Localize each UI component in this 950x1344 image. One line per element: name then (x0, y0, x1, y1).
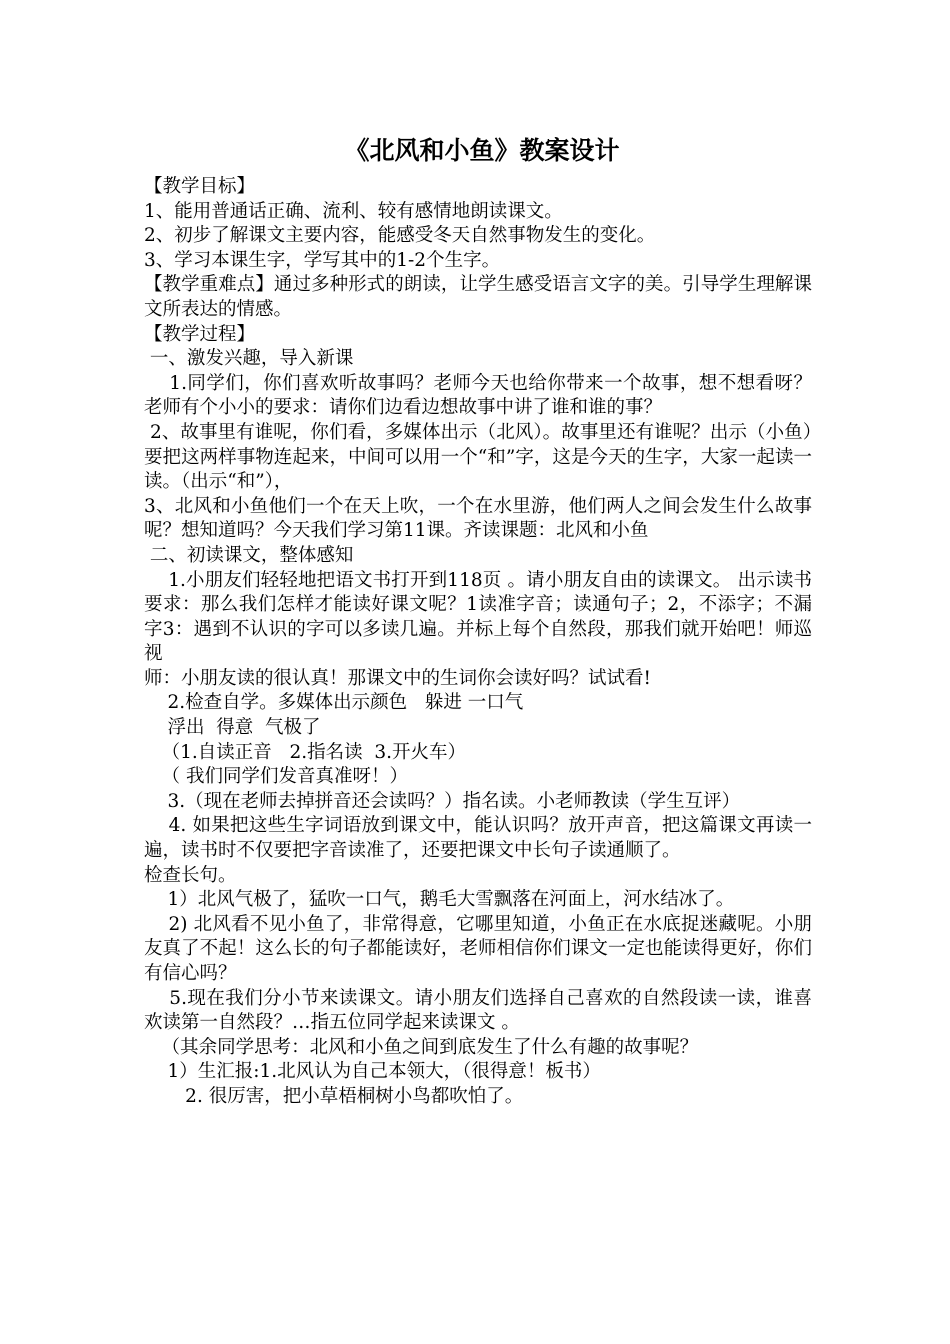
section-heading-process: 【教学过程】 (144, 323, 256, 345)
body-paragraph: （1.自读正音 2.指名读 3.开火车） (144, 741, 467, 763)
body-paragraph: 5.现在我们分小节来读课文。请小朋友们选择自己喜欢的自然段读一读，谁喜欢读第一自然段？…指五位同学起来读课文 。 (144, 987, 812, 1034)
step-heading: 二、初读课文，整体感知 (144, 544, 354, 566)
section-heading-objectives: 【教学目标】 (144, 176, 256, 197)
body-paragraph: 浮出 得意 气极了 (144, 717, 321, 739)
document-page (144, 133, 812, 1110)
body-paragraph: 2) 北风看不见小鱼了，非常得意，它哪里知道，小鱼正在水底捉迷藏呢。小朋友真了不起！这么长的句子都能读好，老师相信你们课文一定也能读得更好，你们有信心吗？ (144, 913, 812, 984)
body-paragraph: 3.（现在老师去掉拼音还会读吗？）指名读。小老师教读（学生互评） (144, 790, 741, 812)
document-title: 《北风和小鱼》教案设计 (344, 136, 620, 165)
body-paragraph: 师：小朋友读的很认真！那课文中的生词你会读好吗？试试看! (144, 667, 651, 689)
body-paragraph: （ 我们同学们发音真准呀！） (144, 766, 409, 788)
body-paragraph: 1）生汇报:1.北风认为自己本领大，（很得意！板书） (144, 1061, 601, 1083)
body-paragraph: 1.小朋友们轻轻地把语文书打开到118页 。请小朋友自由的读课文。 出示读书要求：那么我们怎样才能读好课文呢？1读准字音；读通句子；2，不添字；不漏字3：遇到不认识的字可以多读几遍。并标上每个自然段，那我们就开始吧！师巡视 (144, 569, 812, 665)
body-paragraph: （其余同学思考：北风和小鱼之间到底发生了什么有趣的故事呢？ (144, 1036, 699, 1058)
body-paragraph: 1）北风气极了，猛吹一口气，鹅毛大雪飘落在河面上，河水结冰了。 (144, 889, 735, 911)
body-paragraph: 1.同学们，你们喜欢听故事吗？老师今天也给你带来一个故事，想不想看呀？老师有个小小的要求：请你们边看边想故事中讲了谁和谁的事？ (144, 372, 812, 419)
objective-item: 2、初步了解课文主要内容，能感受冬天自然事物发生的变化。 (144, 225, 656, 247)
body-paragraph: 2、故事里有谁呢，你们看，多媒体出示（北风）。故事里还有谁呢？出示（小鱼）要把这两样事物连起来，中间可以用一个“和”字，这是今天的生字，大家一起读一读。（出示“和”）， (144, 421, 812, 493)
key-points-paragraph: 【教学重难点】通过多种形式的朗读，让学生感受语言文字的美。引导学生理解课文所表达的情感。 (144, 274, 812, 320)
objective-item: 1、能用普通话正确、流利、较有感情地朗读课文。 (144, 200, 563, 222)
body-paragraph: 4. 如果把这些生字词语放到课文中，能认识吗？放开声音，把这篇课文再读一遍，读书时不仅要把字音读准了，还要把课文中长句子读通顺了。 (144, 815, 812, 862)
step-heading: 一、激发兴趣，导入新课 (144, 348, 354, 370)
body-paragraph: 2.检查自学。多媒体出示颜色 躲进 一口气 (144, 692, 524, 714)
body-paragraph: 3、北风和小鱼他们一个在天上吹，一个在水里游，他们两人之间会发生什么故事呢？想知道吗？今天我们学习第11课。齐读课题：北风和小鱼 (144, 495, 812, 542)
objective-item: 3、学习本课生字，学写其中的1-2个生字。 (144, 249, 501, 271)
body-paragraph: 检查长句。 (144, 864, 237, 886)
body-paragraph: 2. 很厉害，把小草梧桐树小鸟都吹怕了。 (144, 1085, 524, 1107)
